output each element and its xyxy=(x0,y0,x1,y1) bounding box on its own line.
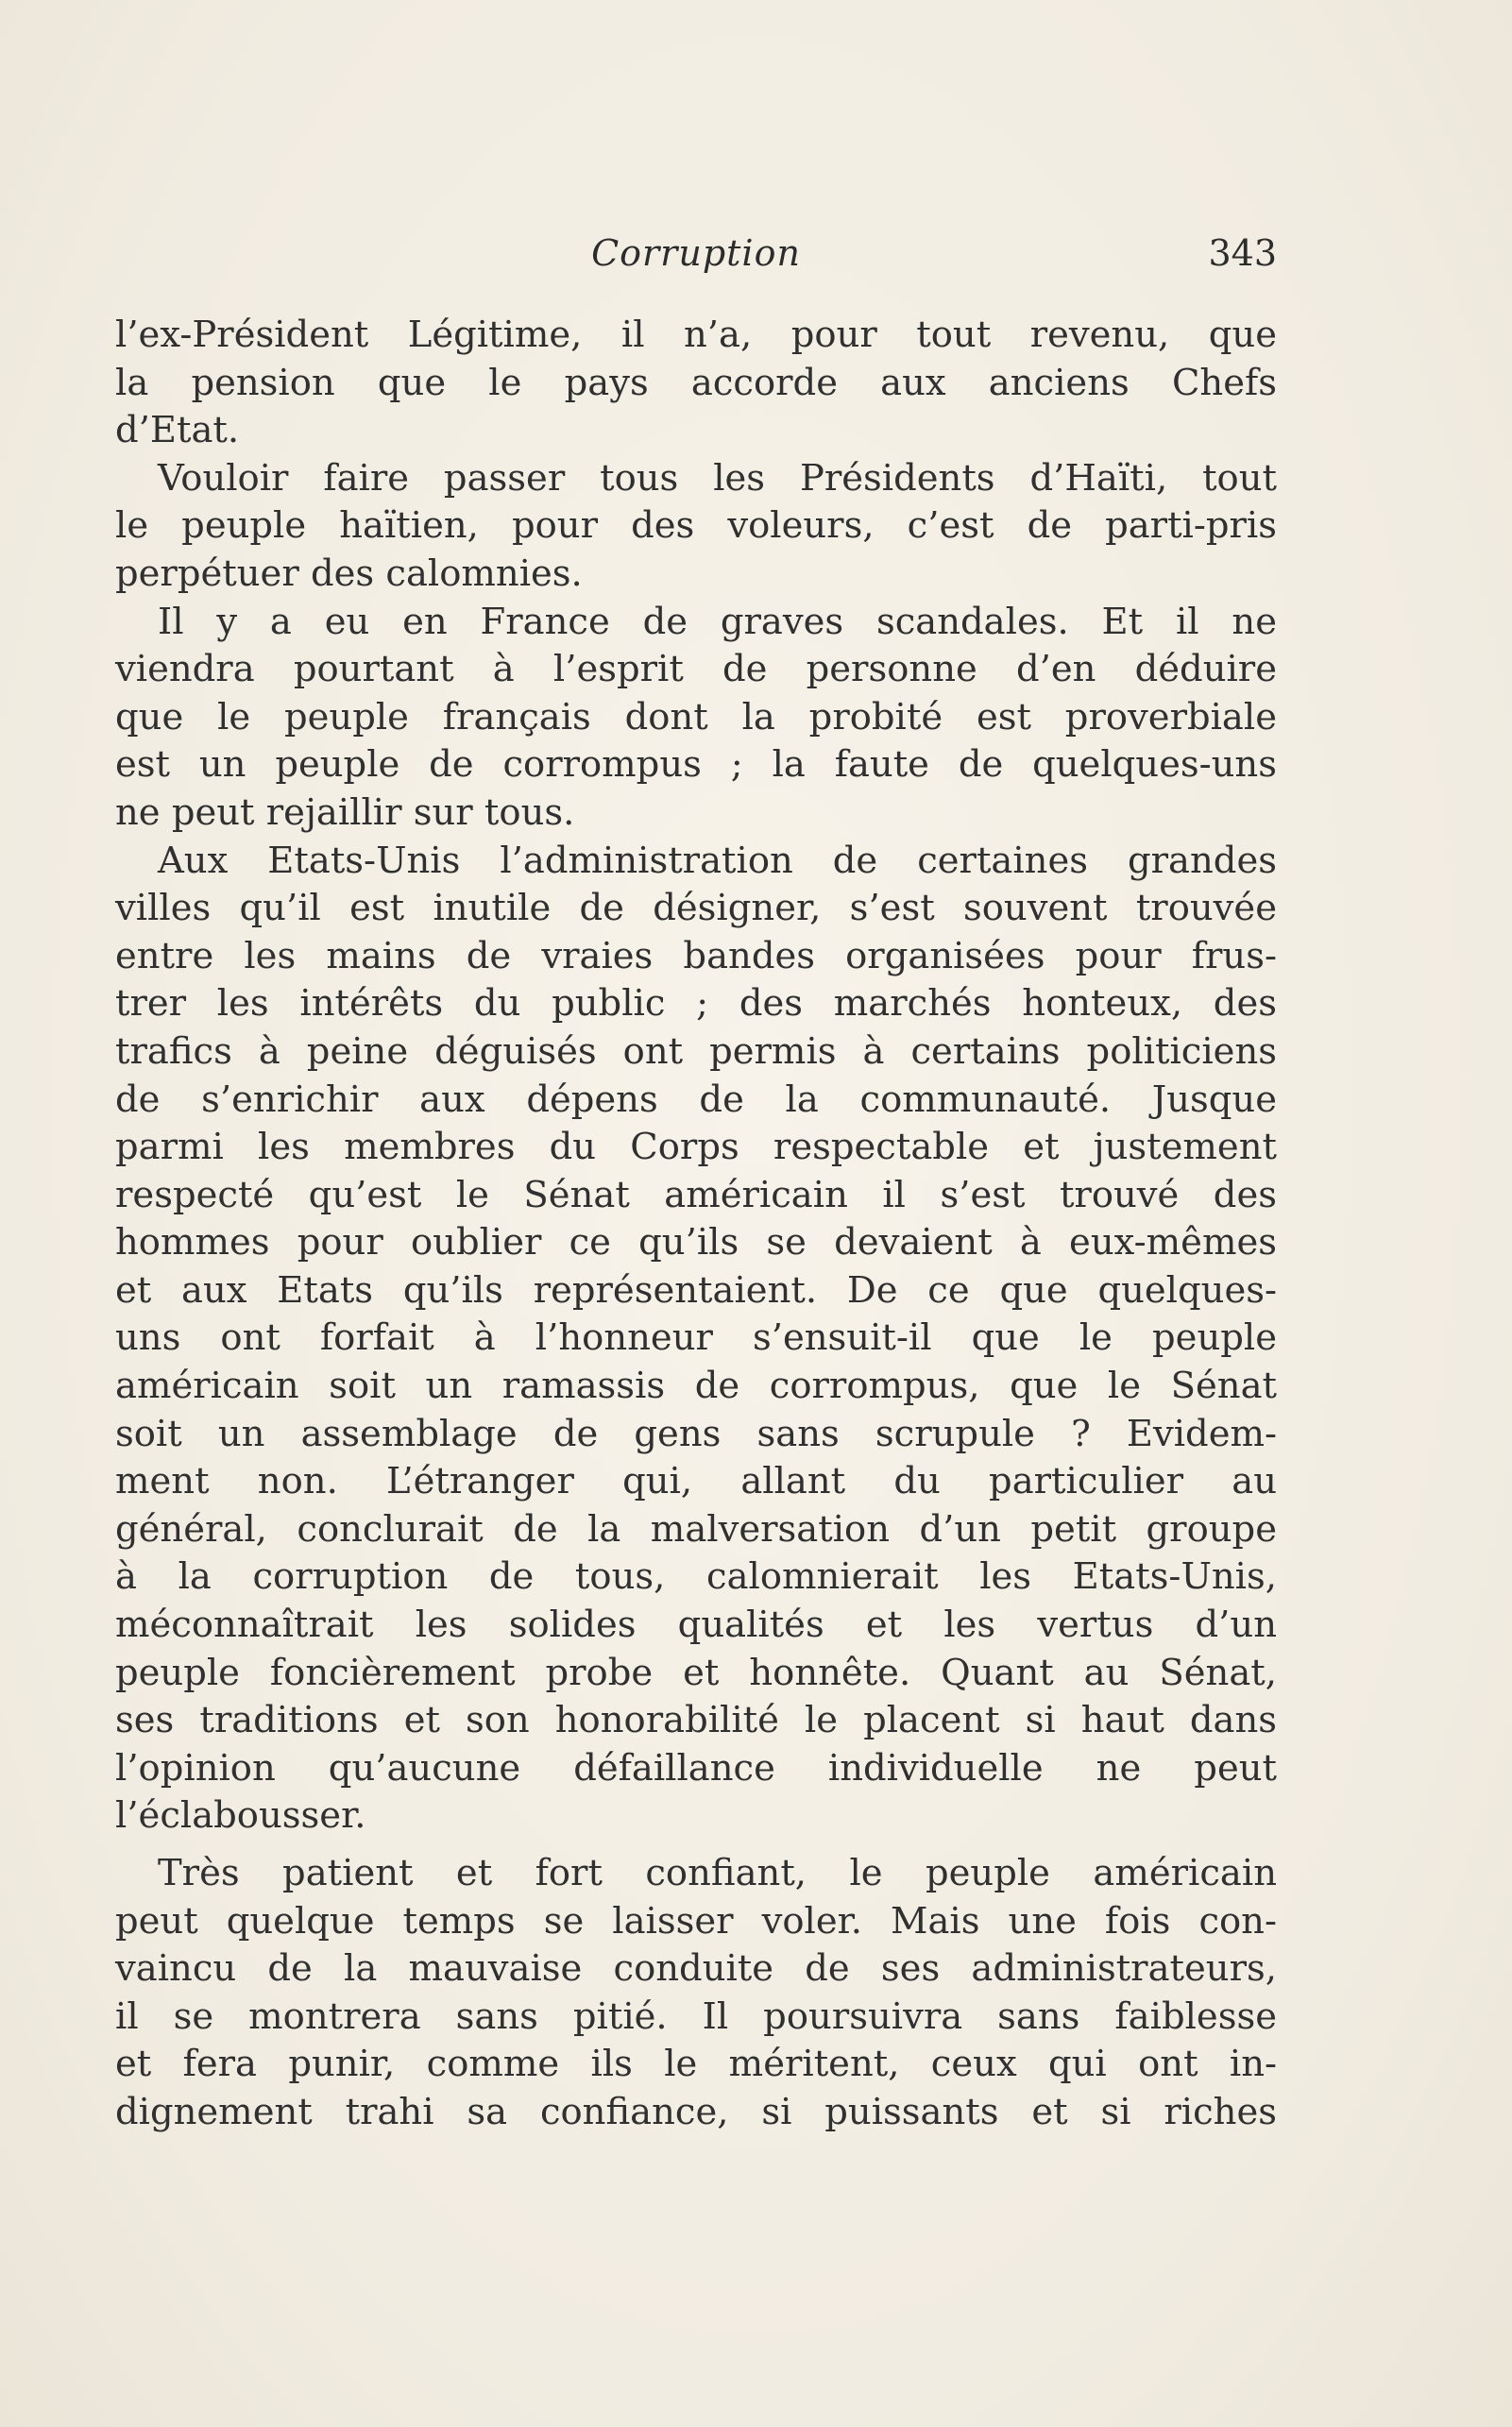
text-line: perpétuer des calomnies. xyxy=(115,552,583,595)
text-line: peuple foncièrement probe et honnête. Quant au Sénat, xyxy=(115,1651,1277,1694)
text-line: le peuple haïtien, pour des voleurs, c’est de parti-pris xyxy=(115,504,1277,548)
text-line: ses traditions et son honorabilité le placent si haut dans xyxy=(115,1699,1277,1742)
text-line: trafics à peine déguisés ont permis à certains politiciens xyxy=(115,1029,1277,1073)
text-line: trer les intérêts du public ; des marchés honteux, des xyxy=(115,982,1277,1026)
text-line: soit un assemblage de gens sans scrupule ? Evidem- xyxy=(115,1412,1277,1455)
body-text xyxy=(115,312,1277,2137)
text-line: la pension que le pays accorde aux anciens Chefs xyxy=(115,361,1277,404)
text-line: entre les mains de vraies bandes organisées pour frus- xyxy=(115,934,1277,977)
text-line: Vouloir faire passer tous les Présidents d’Haïti, tout xyxy=(158,456,1277,500)
text-line: uns ont forfait à l’honneur s’ensuit-il que le peuple xyxy=(115,1316,1277,1360)
text-line: méconnaîtrait les solides qualités et les vertus d’un xyxy=(115,1604,1277,1647)
text-line: parmi les membres du Corps respectable et justement xyxy=(115,1126,1277,1169)
text-line: américain soit un ramassis de corrompus, que le Sénat xyxy=(115,1365,1277,1408)
text-line: et fera punir, comme ils le méritent, ceux qui ont in- xyxy=(115,2043,1277,2086)
text-line: Il y a eu en France de graves scandales. Et il ne xyxy=(158,600,1277,643)
paragraph-gap xyxy=(115,1841,1277,1850)
text-line: l’ex-Président Légitime, il n’a, pour tout revenu, que xyxy=(115,314,1277,356)
page-header xyxy=(115,232,1277,289)
page-number: 343 xyxy=(1208,232,1277,274)
text-line: vaincu de la mauvaise conduite de ses administrateurs, xyxy=(115,1947,1277,1991)
text-line: hommes pour oublier ce qu’ils se devaient à eux-mêmes xyxy=(115,1221,1277,1264)
text-line: Très patient et fort confiant, le peuple américain xyxy=(158,1852,1277,1894)
text-line: il se montrera sans pitié. Il poursuivra sans faiblesse xyxy=(115,1994,1277,2038)
text-line: villes qu’il est inutile de désigner, s’est souvent trouvée xyxy=(115,887,1277,930)
text-line: général, conclurait de la malversation d’un petit groupe xyxy=(115,1507,1277,1551)
text-line: que le peuple français dont la probité est proverbiale xyxy=(115,695,1277,738)
text-line: d’Etat. xyxy=(115,409,240,452)
text-line: de s’enrichir aux dépens de la communauté. Jusque xyxy=(115,1078,1277,1121)
running-title: Corruption xyxy=(591,232,801,274)
text-line: ment non. L’étranger qui, allant du particulier au xyxy=(115,1460,1277,1503)
text-line: est un peuple de corrompus ; la faute de quelques-uns xyxy=(115,743,1277,787)
text-line: respecté qu’est le Sénat américain il s’est trouvé des xyxy=(115,1173,1277,1216)
text-line: peut quelque temps se laisser voler. Mais une fois con- xyxy=(115,1899,1277,1943)
text-line: l’opinion qu’aucune défaillance individuelle ne peut xyxy=(115,1746,1277,1790)
text-line: viendra pourtant à l’esprit de personne d’en déduire xyxy=(115,648,1277,691)
text-line: Aux Etats-Unis l’administration de certaines grandes xyxy=(158,839,1277,882)
text-line: et aux Etats qu’ils représentaient. De ce que quelques- xyxy=(115,1268,1277,1312)
text-line: ne peut rejaillir sur tous. xyxy=(115,790,575,834)
text-line: dignement trahi sa confiance, si puissants et si riches xyxy=(115,2090,1277,2133)
text-line: à la corruption de tous, calomnierait les Etats-Unis, xyxy=(115,1555,1277,1599)
text-line: l’éclabousser. xyxy=(115,1794,366,1838)
